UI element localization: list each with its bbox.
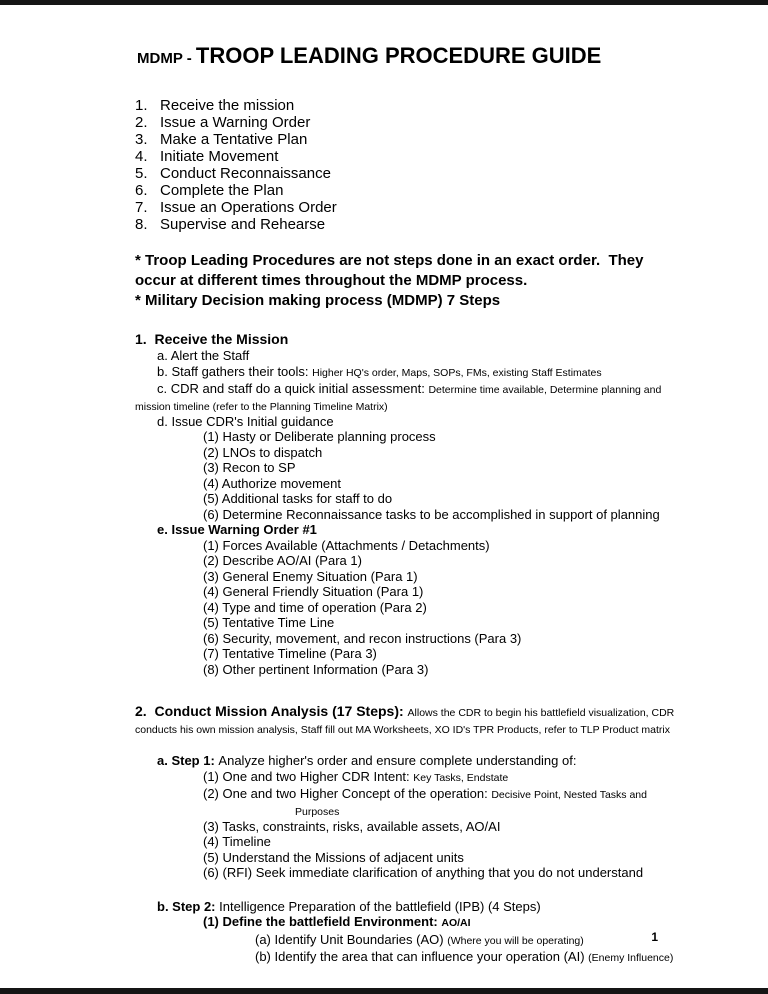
text-run: (4) Type and time of operation (Para 2)	[203, 599, 427, 615]
text-run: Higher HQ's order, Maps, SOPs, FMs, existing Staff Estimates	[312, 366, 602, 379]
text-run: (4) Authorize movement	[203, 475, 342, 491]
tlp-list-item-6	[135, 182, 682, 199]
text-run: Purposes	[295, 805, 340, 818]
doc-line-26	[135, 553, 682, 569]
text-run: (Where you will be operating)	[447, 934, 584, 947]
text-run: a. Alert the Staff	[157, 348, 250, 363]
warning-order-1-heading	[135, 522, 682, 538]
text-run: AO/AI	[441, 917, 471, 929]
doc-line-33	[135, 662, 682, 678]
text-run: (7) Tentative Timeline (Para 3)	[203, 646, 377, 661]
doc-line-45	[135, 914, 682, 932]
doc-line-40	[135, 819, 682, 835]
tlp-list-item-5	[135, 165, 682, 182]
text-run: d. Issue CDR's Initial guidance	[157, 413, 334, 429]
text-run: (4) General Friendly Situation (Para 1)	[203, 584, 424, 599]
text-run: (2) Describe AO/AI (Para 1)	[203, 553, 362, 568]
text-run: (2) One and two Higher Concept of the operation:	[203, 786, 492, 801]
step-2-heading	[135, 899, 682, 915]
text-run: 1. Receive the Mission	[135, 331, 289, 347]
viewer-bottom-edge	[0, 988, 768, 994]
text-run: (6) Determine Reconnaissance tasks to be accomplished in support of planning	[203, 506, 660, 522]
text-run: (6) Security, movement, and recon instructions (Para 3)	[203, 630, 522, 646]
doc-line-29	[135, 600, 682, 616]
text-run: 4. Initiate Movement	[135, 148, 279, 165]
text-run: e. Issue Warning Order #1	[157, 522, 317, 537]
doc-line-20	[135, 460, 682, 476]
document-body	[135, 97, 682, 967]
doc-line-46	[135, 932, 682, 950]
doc-line-16	[135, 399, 682, 414]
doc-line-25	[135, 538, 682, 554]
mdmp-note	[135, 291, 682, 311]
text-run: Allows the CDR to begin his battlefield visualization, CDR	[407, 707, 675, 719]
text-run: Key Tasks, Endstate	[413, 771, 509, 784]
text-run: 5. Conduct Reconnaissance	[135, 165, 331, 182]
doc-line-27	[135, 569, 682, 585]
text-run: occur at different times throughout the MDMP process.	[135, 272, 528, 289]
text-run: 2. Issue a Warning Order	[135, 114, 311, 131]
doc-line-47	[135, 949, 682, 967]
text-run: 7. Issue an Operations Order	[135, 199, 337, 216]
page-number: 1	[651, 930, 658, 944]
text-run: (1) Forces Available (Attachments / Detachments)	[203, 537, 490, 553]
text-run: (3) Tasks, constraints, risks, available assets, AO/AI	[203, 818, 501, 834]
text-run: b. Staff gathers their tools:	[157, 363, 313, 379]
text-run: (6) (RFI) Seek immediate clarification of anything that you do not understand	[203, 865, 644, 880]
text-run: a. Step 1:	[157, 753, 219, 768]
text-run: c. CDR and staff do a quick initial assessment:	[157, 381, 429, 396]
doc-line-17	[135, 414, 682, 430]
text-run: (1) Hasty or Deliberate planning process	[203, 429, 436, 444]
doc-line-38	[135, 786, 682, 804]
text-run: 6. Complete the Plan	[135, 182, 284, 199]
text-run: (a) Identify Unit Boundaries (AO)	[255, 931, 448, 947]
text-run: (5) Understand the Missions of adjacent units	[203, 849, 464, 865]
tlp-list-item-7	[135, 199, 682, 216]
tlp-note-line-2	[135, 271, 682, 291]
text-run: 1. Receive the mission	[135, 97, 295, 114]
tlp-list-item-1	[135, 97, 682, 114]
text-run: (5) Additional tasks for staff to do	[203, 491, 393, 506]
section-1-heading	[135, 331, 682, 348]
document-title	[137, 42, 680, 73]
step-1-heading	[135, 753, 682, 769]
doc-line-37	[135, 769, 682, 787]
text-run: (8) Other pertinent Information (Para 3)	[203, 661, 429, 677]
doc-line-23	[135, 507, 682, 523]
text-run: (4) Timeline	[203, 834, 271, 849]
text-run: b. Step 2:	[157, 898, 220, 914]
text-run: (2) LNOs to dispatch	[203, 444, 323, 460]
text-run: (1) One and two Higher CDR Intent:	[203, 768, 414, 784]
doc-line-42	[135, 850, 682, 866]
doc-line-41	[135, 834, 682, 850]
text-run: (3) General Enemy Situation (Para 1)	[203, 568, 418, 584]
doc-line-21	[135, 476, 682, 492]
tlp-list-item-8	[135, 216, 682, 233]
doc-line-30	[135, 615, 682, 631]
doc-line-14	[135, 364, 682, 382]
text-run: 3. Make a Tentative Plan	[135, 131, 308, 148]
text-run: 8. Supervise and Rehearse	[135, 216, 326, 233]
document-title-main: TROOP LEADING PROCEDURE GUIDE	[195, 43, 602, 68]
tlp-list-item-3	[135, 131, 682, 148]
text-run: mission timeline (refer to the Planning Timeline Matrix)	[135, 400, 388, 413]
tlp-note-line-1	[135, 251, 682, 271]
text-run: (3) Recon to SP	[203, 460, 296, 475]
section-2-heading	[135, 703, 682, 722]
text-run: * Military Decision making process (MDMP) 7 Steps	[135, 292, 501, 309]
text-run: Determine time available, Determine planning and	[428, 384, 662, 396]
text-run: * Troop Leading Procedures are not steps done in an exact order. They	[135, 252, 644, 269]
tlp-list-item-2	[135, 114, 682, 131]
doc-line-13	[135, 348, 682, 364]
doc-line-18	[135, 429, 682, 445]
document-title-prefix: MDMP -	[137, 50, 196, 67]
doc-line-15	[135, 381, 682, 399]
doc-line-19	[135, 445, 682, 461]
text-run: (b) Identify the area that can influence your operation (AI)	[255, 949, 589, 964]
doc-line-31	[135, 631, 682, 647]
doc-line-28	[135, 584, 682, 600]
doc-line-22	[135, 491, 682, 507]
doc-line-35	[135, 722, 682, 737]
text-run: Intelligence Preparation of the battlefield (IPB) (4 Steps)	[219, 898, 541, 914]
text-run: (5) Tentative Time Line	[203, 615, 335, 630]
text-run: Analyze higher's order and ensure complete understanding of:	[218, 753, 577, 768]
doc-line-39	[135, 804, 682, 819]
doc-line-43	[135, 865, 682, 881]
text-run: (1) Define the battlefield Environment:	[203, 914, 442, 929]
text-run: conducts his own mission analysis, Staff fill out MA Worksheets, XO ID's TPR Products, refer to TLP Product matrix	[135, 724, 670, 736]
tlp-list-item-4	[135, 148, 682, 165]
text-run: Decisive Point, Nested Tasks and	[491, 789, 647, 801]
doc-line-32	[135, 646, 682, 662]
text-run: (Enemy Influence)	[588, 952, 674, 964]
text-run: 2. Conduct Mission Analysis (17 Steps):	[135, 703, 408, 719]
